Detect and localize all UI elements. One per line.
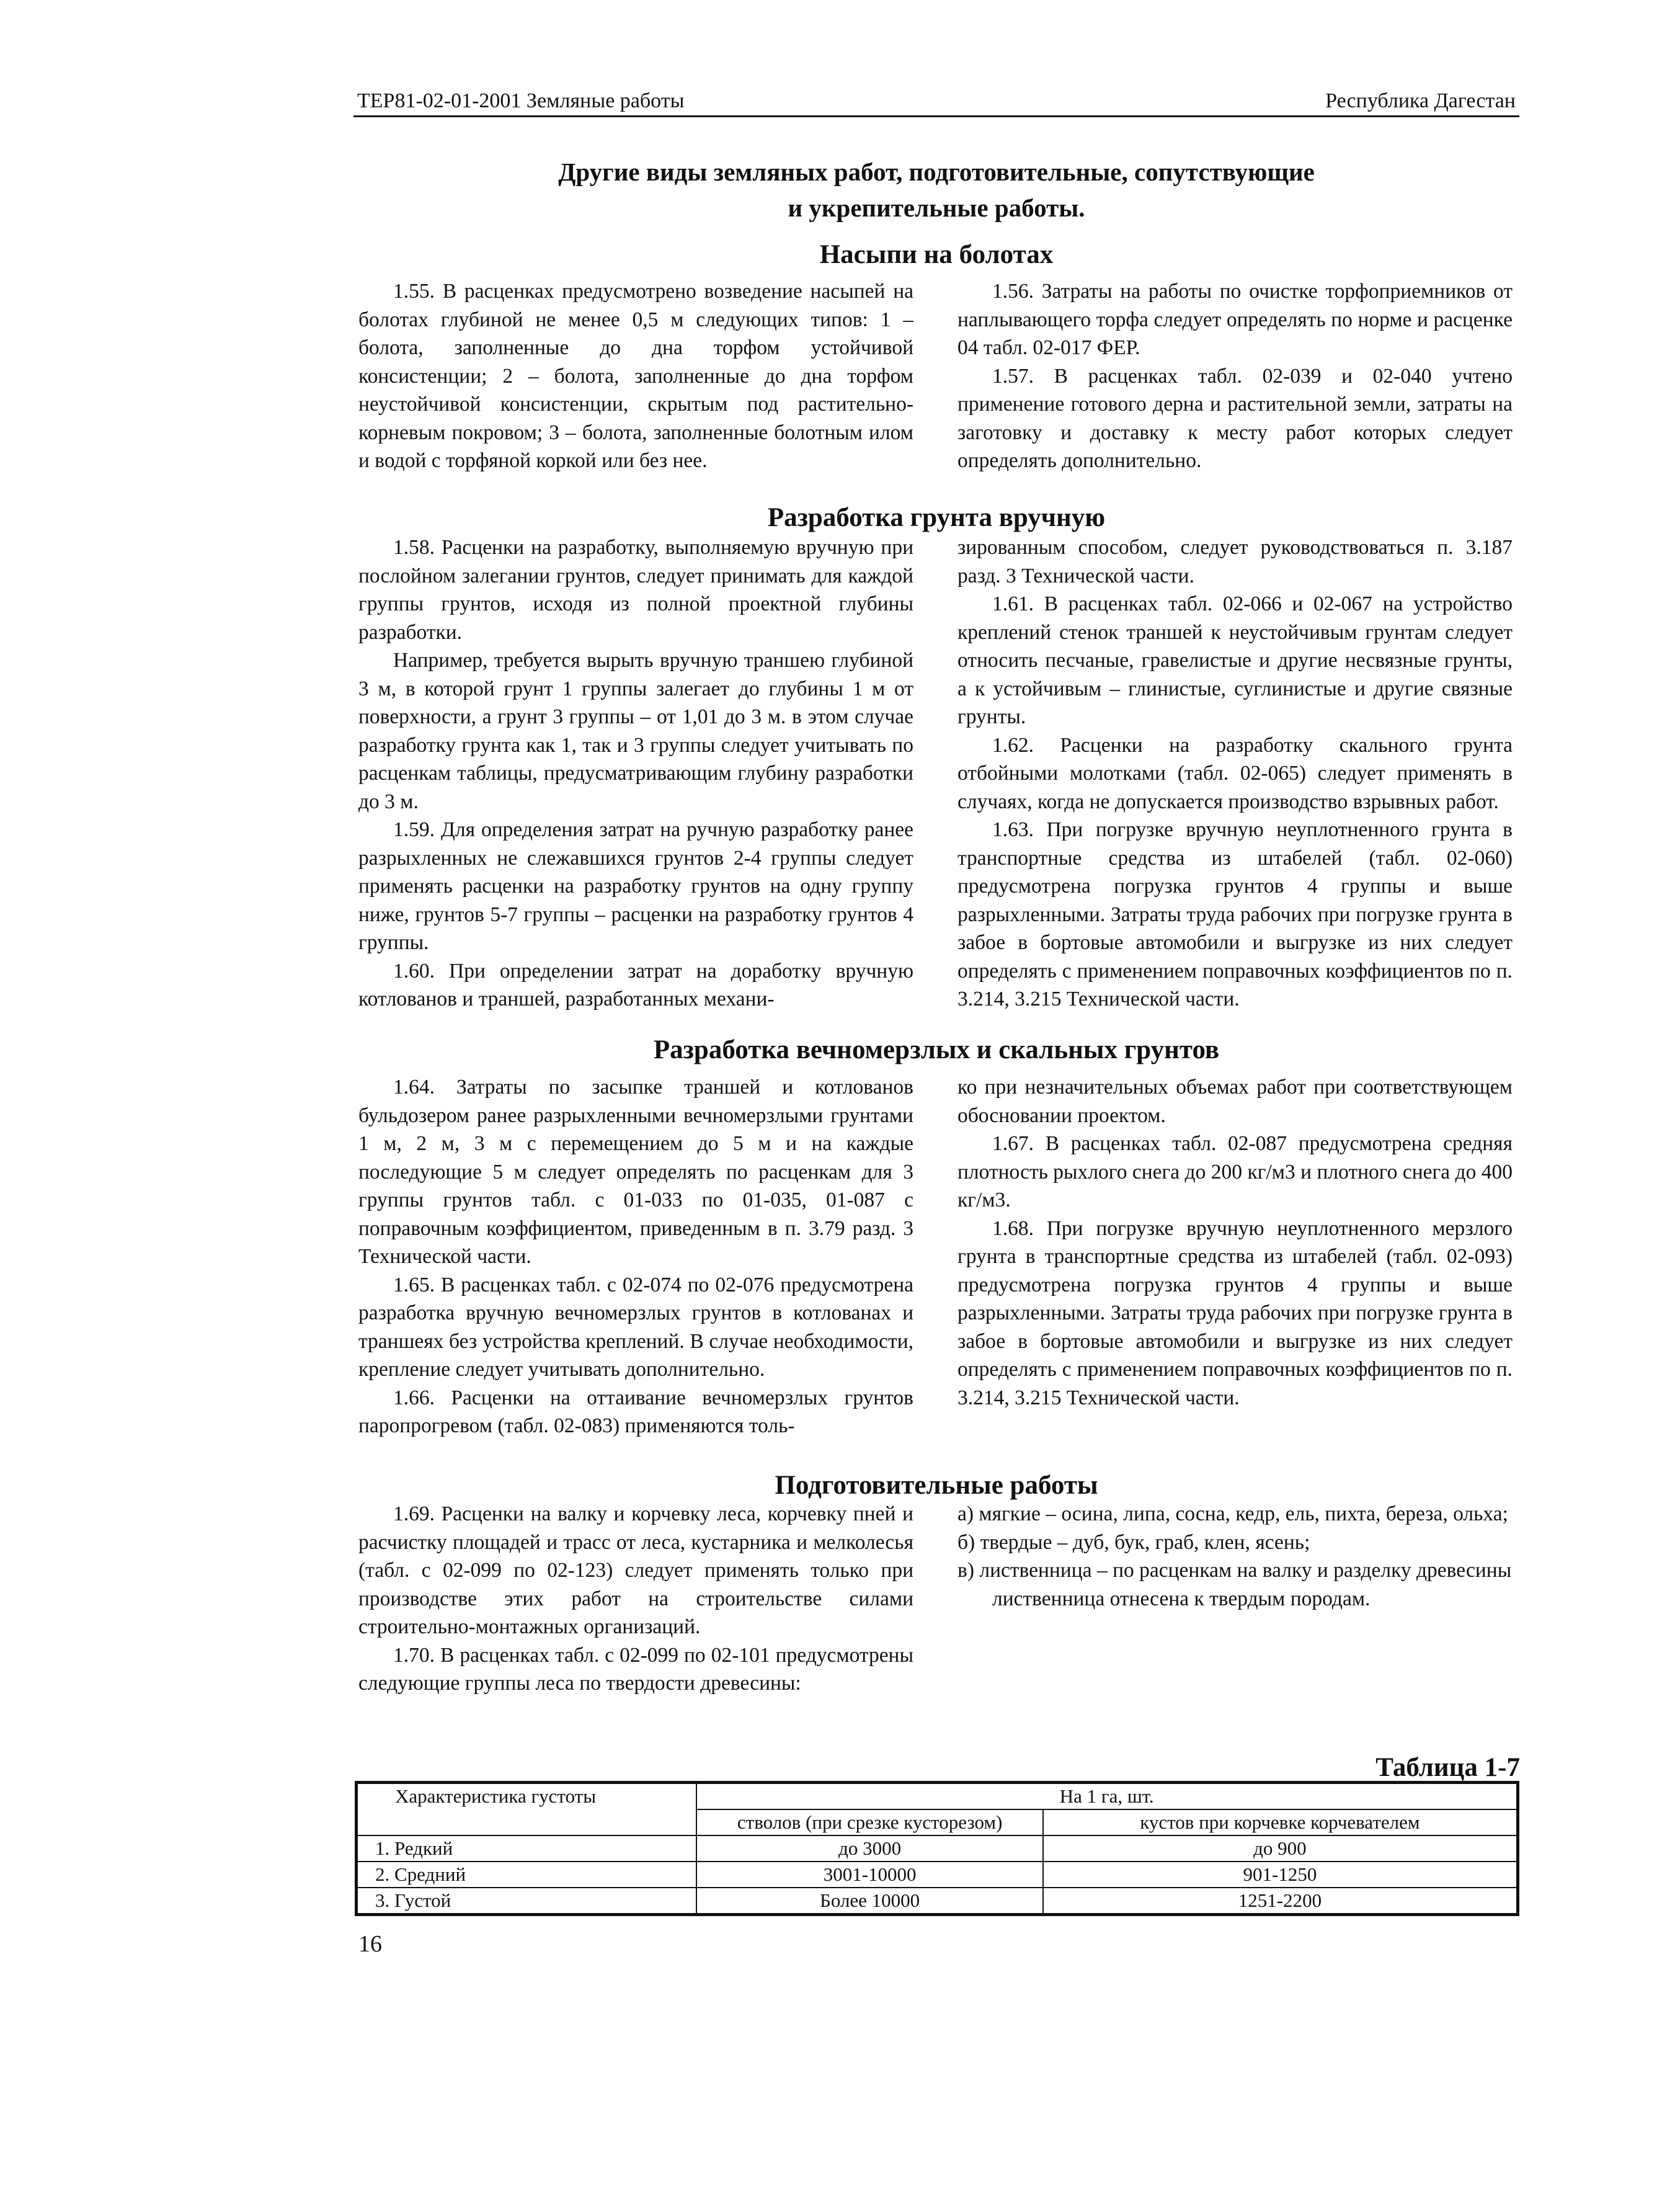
wood-hardness-list <box>957 1500 1513 1613</box>
header-per-hectare: На 1 га, шт. <box>696 1783 1517 1810</box>
table-row <box>357 1888 1518 1915</box>
section-title-manual: Разработка грунта вручную <box>767 503 1106 532</box>
row-density-name: 2. Средний <box>357 1862 697 1888</box>
density-table <box>355 1781 1519 1916</box>
row-bushes-value: 1251-2200 <box>1043 1888 1518 1915</box>
running-header <box>353 81 1519 117</box>
paragraph-1-70: 1.70. В расценках табл. с 02-099 по 02-101 предусмотрены следующие группы леса по твердости древесины: <box>358 1643 913 1695</box>
section-title-swamps: Насыпи на болотах <box>819 240 1054 269</box>
paragraph-1-62: 1.62. Расценки на разработку скального грунта отбойными молотками (табл. 02-065) следует применять в случаях, когда не допускается производство взрывных работ. <box>957 733 1513 813</box>
header-document-code: ТЕР81-02-01-2001 Земляные работы <box>357 89 685 112</box>
paragraph-1-63: 1.63. При погрузке вручную неуплотненного грунта в транспортные средства из штабелей (табл. 02-060) предусмотрена погрузка грунтов 4 группы и выше разрыхленными. Затраты труда рабочих при погрузке грунта в забое в бортовые автомобили и выгрузке из них следует определять с применением поправочных коэффициентов по п. 3.214, 3.215 Технической части. <box>957 818 1513 1010</box>
paragraph-1-59: 1.59. Для определения затрат на ручную разработку ранее разрыхленных не слежавшихся грунтов 2-4 группы следует применять расценки на разработку грунтов на одну группу ниже, грунтов 5-7 группы – расценки на разработку грунтов 4 группы. <box>358 818 913 954</box>
paragraph-1-67: 1.67. В расценках табл. 02-087 предусмотрена средняя плотность рыхлого снега до 200 кг/м3 и плотного снега до 400 кг/м3. <box>957 1132 1513 1211</box>
row-bushes-value: 901-1250 <box>1043 1862 1518 1888</box>
manual-left-column <box>358 533 913 1014</box>
row-trunks-value: Более 10000 <box>696 1888 1042 1915</box>
list-item-hard: б) твердые – дуб, бук, граб, клен, ясень; <box>957 1530 1310 1554</box>
paragraph-1-61: 1.61. В расценках табл. 02-066 и 02-067 на устройство креплений стенок траншей к неустойчивым грунтам следует относить песчаные, гравелистые и другие несвязные грунты, а к устойчивым – глинистые, суглинистые и другие связные грунты. <box>957 592 1513 728</box>
section-title-permafrost: Разработка вечномерзлых и скальных грунтов <box>653 1035 1220 1064</box>
paragraph-1-57: 1.57. В расценках табл. 02-039 и 02-040 учтено применение готового дерна и растительной земли, затраты на заготовку и доставку к месту работ которых следует определять дополнительно. <box>957 364 1513 472</box>
row-density-name: 3. Густой <box>357 1888 697 1915</box>
paragraph-1-60-continuation: зированным способом, следует руководствоваться п. 3.187 разд. 3 Технической части. <box>957 536 1513 587</box>
paragraph-1-69: 1.69. Расценки на валку и корчевку леса, корчевку пней и расчистку площадей и трасс от леса, кустарника и мелколесья (табл. с 02-099 по 02-123) следует применять только при производстве этих работ на строительстве силами строительно-монтажных организаций. <box>358 1502 913 1638</box>
table-row <box>357 1862 1518 1888</box>
preparatory-left-column <box>358 1500 913 1698</box>
page-number: 16 <box>358 1931 382 1957</box>
swamps-left-column <box>358 277 913 475</box>
permafrost-left-column <box>358 1073 913 1440</box>
table-caption: Таблица 1-7 <box>1375 1753 1520 1782</box>
paragraph-1-55: 1.55. В расценках предусмотрено возведение насыпей на болотах глубиной не менее 0,5 м следующих типов: 1 – болота, заполненные до дна торфом устойчивой консистенции; 2 – болота, заполненные до дна торфом неустойчивой консистенции, скрытым под растительно-корневым покровом; 3 – болота, заполненные болотным илом и водой с торфяной коркой или без нее. <box>358 280 913 472</box>
permafrost-right-column <box>957 1073 1513 1412</box>
paragraph-1-64: 1.64. Затраты по засыпке траншей и котлованов бульдозером ранее разрыхленными вечномерзлыми грунтами 1 м, 2 м, 3 м с перемещением до 5 м и на каждые последующие 5 м следует определять по расценкам для 3 группы грунтов табл. с 01-033 по 01-035, 01-087 с поправочным коэффициентом, приведенным в п. 3.79 разд. 3 Технической части. <box>358 1076 913 1268</box>
main-title-line-1: Другие виды земляных работ, подготовительные, сопутствующие <box>558 158 1315 186</box>
paragraph-1-68: 1.68. При погрузке вручную неуплотненного мерзлого грунта в транспортные средства из штабелей (табл. 02-093) предусмотрена погрузка грунтов 4 группы и выше разрыхленными. Затраты труда рабочих при погрузке грунта в забое в бортовые автомобили и выгрузке из них следует определять с применением поправочных коэффициентов по п. 3.214, 3.215 Технической части. <box>957 1216 1513 1409</box>
header-trunks: стволов (при срезке кусторезом) <box>696 1809 1042 1835</box>
swamps-right-column <box>957 277 1513 475</box>
main-title-line-2: и укрепительные работы. <box>788 194 1085 222</box>
header-bushes: кустов при корчевке корчевателем <box>1043 1809 1518 1835</box>
preparatory-right-column <box>957 1500 1513 1613</box>
list-item-soft: а) мягкие – осина, липа, сосна, кедр, ель, пихта, береза, ольха; <box>957 1502 1508 1525</box>
paragraph-1-66: 1.66. Расценки на оттаивание вечномерзлых грунтов паропрогревом (табл. 02-083) применяются толь- <box>358 1386 913 1437</box>
main-title <box>353 154 1519 226</box>
paragraph-1-60: 1.60. При определении затрат на доработку вручную котлованов и траншей, разработанных механи- <box>358 959 913 1010</box>
row-density-name: 1. Редкий <box>357 1835 697 1862</box>
section-title-preparatory: Подготовительные работы <box>775 1471 1098 1500</box>
paragraph-1-58: 1.58. Расценки на разработку, выполняемую вручную при послойном залегании грунтов, следует принимать для каждой группы грунтов, исходя из полной проектной глубины разработки. <box>358 536 913 644</box>
table-row <box>357 1835 1518 1862</box>
header-region: Республика Дагестан <box>1325 89 1516 112</box>
header-density-characteristic: Характеристика густоты <box>357 1783 697 1836</box>
table-header-row <box>357 1783 1518 1810</box>
list-item-larch: в) лиственница – по расценкам на валку и разделку древесины лиственница отнесена к твердым породам. <box>957 1559 1512 1610</box>
manual-right-column <box>957 533 1513 1014</box>
paragraph-1-66-continuation: ко при незначительных объемах работ при соответствующем обосновании проектом. <box>957 1076 1513 1127</box>
row-trunks-value: до 3000 <box>696 1835 1042 1862</box>
paragraph-1-56: 1.56. Затраты на работы по очистке торфоприемников от наплывающего торфа следует определять по норме и расценке 04 табл. 02-017 ФЕР. <box>957 280 1513 359</box>
row-trunks-value: 3001-10000 <box>696 1862 1042 1888</box>
paragraph-example: Например, требуется вырыть вручную траншею глубиной 3 м, в которой грунт 1 группы залегает до глубины 1 м от поверхности, а грунт 3 группы – от 1,01 до 3 м. в этом случае разработку грунта как 1, так и 3 группы следует учитывать по расценкам таблицы, предусматривающим глубину разработки до 3 м. <box>358 649 913 813</box>
row-bushes-value: до 900 <box>1043 1835 1518 1862</box>
paragraph-1-65: 1.65. В расценках табл. с 02-074 по 02-076 предусмотрена разработка вручную вечномерзлых грунтов в котлованах и траншеях без устройства креплений. В случае необходимости, крепление следует учитывать дополнительно. <box>358 1273 913 1381</box>
